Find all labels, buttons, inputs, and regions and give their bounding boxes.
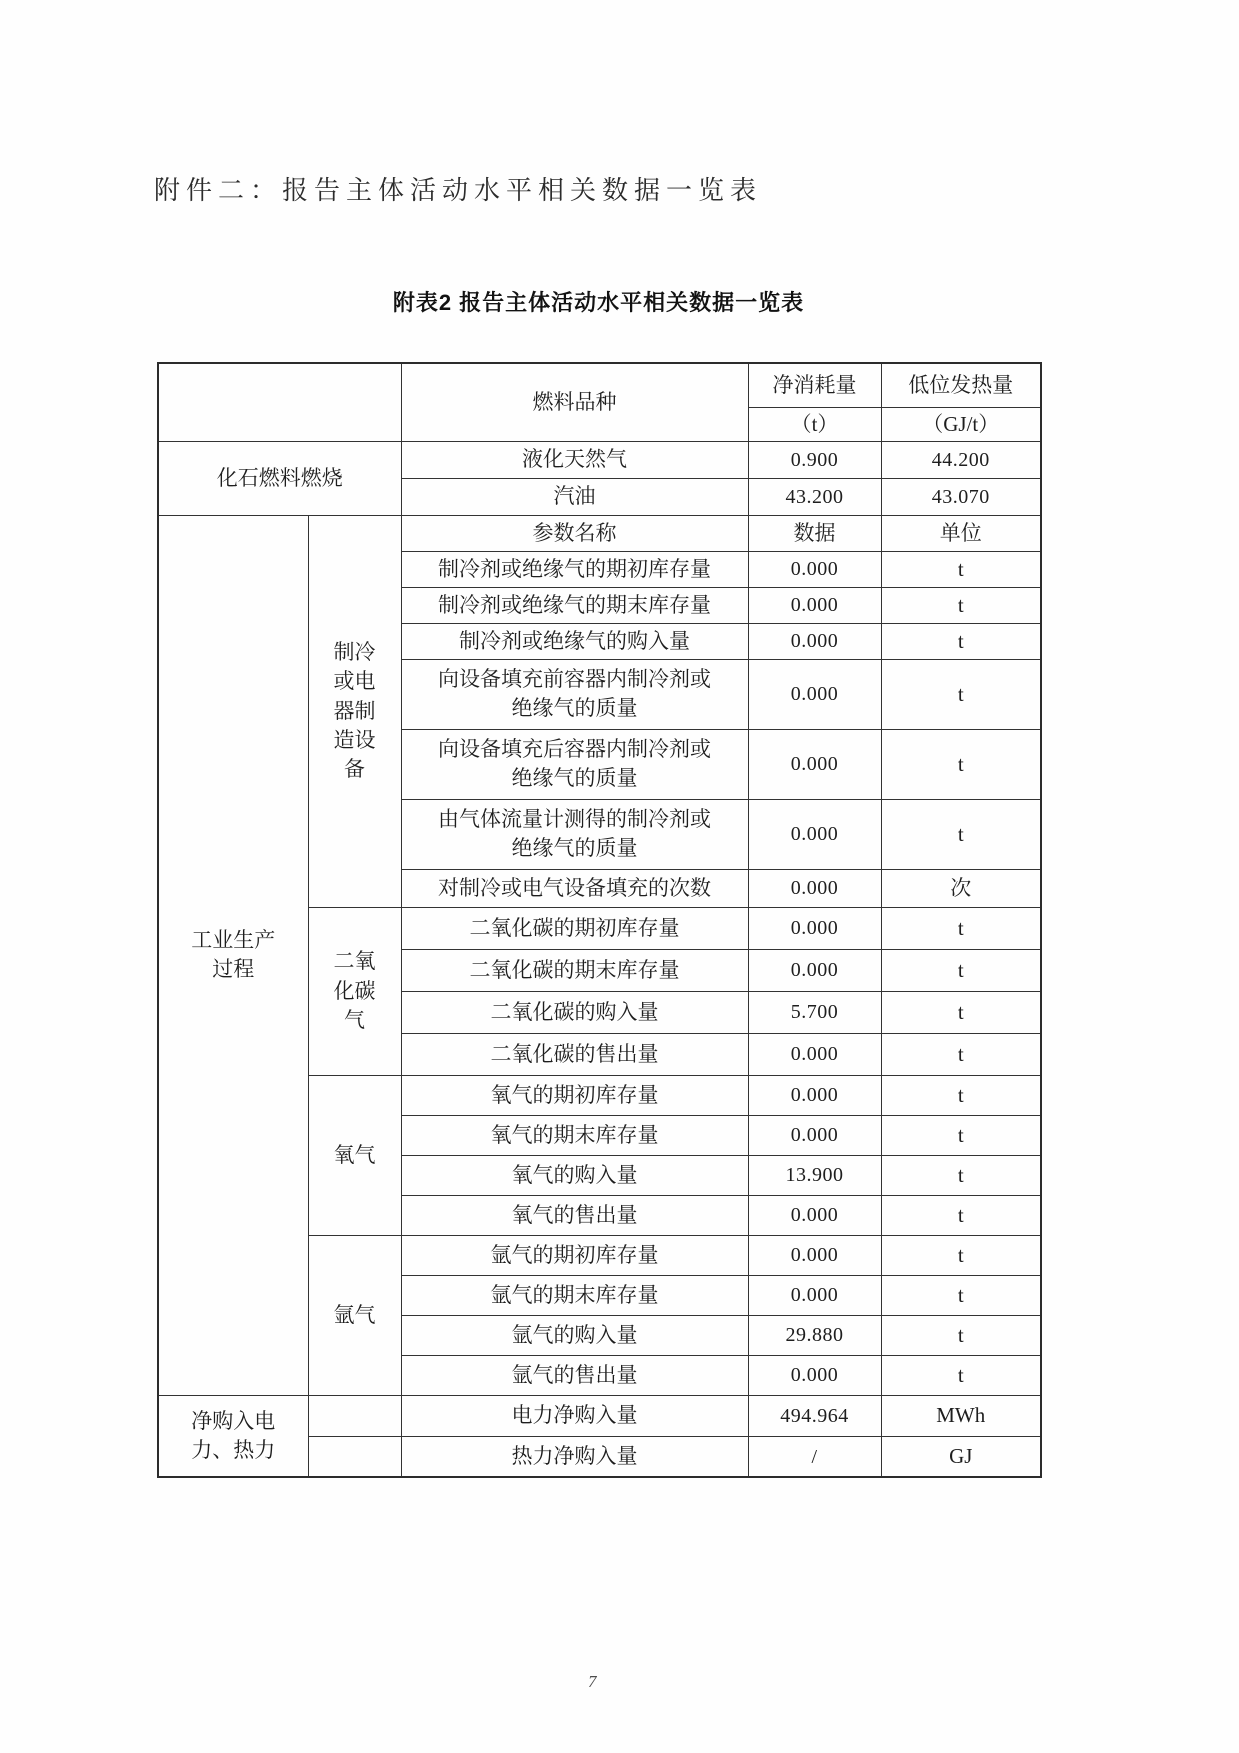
fuel-consumption-cell: 43.200 (748, 478, 881, 515)
header-heating-value-unit: （GJ/t） (881, 407, 1041, 441)
param-unit-cell: t (881, 1355, 1041, 1395)
table-title: 附表2 报告主体活动水平相关数据一览表 (392, 290, 805, 315)
param-name-cell: 氩气的购入量 (401, 1315, 748, 1355)
param-name-cell: 由气体流量计测得的制冷剂或 绝缘气的质量 (401, 799, 748, 869)
param-value-cell: 0.000 (748, 1355, 881, 1395)
param-unit-cell: t (881, 1235, 1041, 1275)
fuel-heating-cell: 44.200 (881, 441, 1041, 478)
param-value-cell: 0.000 (748, 1195, 881, 1235)
fuel-heating-cell: 43.070 (881, 478, 1041, 515)
param-unit-cell: 次 (881, 869, 1041, 907)
param-name-cell: 二氧化碳的期末库存量 (401, 949, 748, 991)
param-name-cell: 向设备填充后容器内制冷剂或 绝缘气的质量 (401, 729, 748, 799)
empty-cell (308, 1395, 401, 1436)
param-unit-cell: t (881, 949, 1041, 991)
param-unit-cell: t (881, 1155, 1041, 1195)
param-name-cell: 氧气的期初库存量 (401, 1075, 748, 1115)
param-name-cell: 制冷剂或绝缘气的期初库存量 (401, 551, 748, 587)
param-unit-cell: t (881, 1195, 1041, 1235)
param-value-cell: 0.000 (748, 869, 881, 907)
attachment-title: 附件二：报告主体活动水平相关数据一览表 (154, 176, 763, 205)
group-oxygen-label: 氧气 (308, 1075, 401, 1235)
param-name-cell: 二氧化碳的购入量 (401, 991, 748, 1033)
param-unit-cell: MWh (881, 1395, 1041, 1436)
param-unit-cell: t (881, 1115, 1041, 1155)
fuel-name-cell: 汽油 (401, 478, 748, 515)
param-value-cell: 0.000 (748, 799, 881, 869)
param-name-cell: 电力净购入量 (401, 1395, 748, 1436)
fuel-consumption-cell: 0.900 (748, 441, 881, 478)
param-value-cell: 0.000 (748, 1075, 881, 1115)
param-unit-cell: t (881, 551, 1041, 587)
param-value-cell: 0.000 (748, 1033, 881, 1075)
group-carbon-dioxide-label: 二氧 化碳 气 (308, 907, 401, 1075)
param-name-cell: 氩气的售出量 (401, 1355, 748, 1395)
param-value-cell: 0.000 (748, 729, 881, 799)
param-unit-cell: t (881, 587, 1041, 623)
param-name-cell: 氩气的期末库存量 (401, 1275, 748, 1315)
subheader-data: 数据 (748, 515, 881, 551)
param-name-cell: 制冷剂或绝缘气的期末库存量 (401, 587, 748, 623)
param-name-cell: 氩气的期初库存量 (401, 1235, 748, 1275)
param-unit-cell: t (881, 729, 1041, 799)
param-name-cell: 热力净购入量 (401, 1436, 748, 1477)
fuel-name-cell: 液化天然气 (401, 441, 748, 478)
param-value-cell: 0.000 (748, 907, 881, 949)
param-name-cell: 制冷剂或绝缘气的购入量 (401, 623, 748, 659)
param-name-cell: 对制冷或电气设备填充的次数 (401, 869, 748, 907)
param-unit-cell: t (881, 1033, 1041, 1075)
subheader-param-name: 参数名称 (401, 515, 748, 551)
param-value-cell: 0.000 (748, 587, 881, 623)
param-name-cell: 氧气的期末库存量 (401, 1115, 748, 1155)
header-net-consumption: 净消耗量 (748, 363, 881, 407)
header-fuel-type: 燃料品种 (401, 363, 748, 441)
param-value-cell: 494.964 (748, 1395, 881, 1436)
param-unit-cell: GJ (881, 1436, 1041, 1477)
param-value-cell: 13.900 (748, 1155, 881, 1195)
subheader-unit: 单位 (881, 515, 1041, 551)
param-value-cell: 0.000 (748, 1235, 881, 1275)
param-unit-cell: t (881, 907, 1041, 949)
group-refrigerant-equipment-label: 制冷 或电 器制 造设 备 (308, 515, 401, 907)
group-argon-label: 氩气 (308, 1235, 401, 1395)
param-value-cell: 29.880 (748, 1315, 881, 1355)
param-value-cell: 0.000 (748, 551, 881, 587)
empty-cell (308, 1436, 401, 1477)
header-net-consumption-unit: （t） (748, 407, 881, 441)
param-name-cell: 二氧化碳的期初库存量 (401, 907, 748, 949)
section-power-heat-label: 净购入电 力、热力 (158, 1395, 308, 1477)
param-value-cell: 0.000 (748, 1115, 881, 1155)
param-unit-cell: t (881, 659, 1041, 729)
param-name-cell: 二氧化碳的售出量 (401, 1033, 748, 1075)
param-unit-cell: t (881, 1315, 1041, 1355)
param-unit-cell: t (881, 799, 1041, 869)
param-value-cell: 0.000 (748, 659, 881, 729)
param-value-cell: 0.000 (748, 949, 881, 991)
param-name-cell: 氧气的售出量 (401, 1195, 748, 1235)
param-value-cell: / (748, 1436, 881, 1477)
param-value-cell: 0.000 (748, 1275, 881, 1315)
param-value-cell: 0.000 (748, 623, 881, 659)
activity-data-table (157, 362, 1042, 1478)
page-number: 7 (588, 1672, 597, 1691)
header-heating-value: 低位发热量 (881, 363, 1041, 407)
param-unit-cell: t (881, 1275, 1041, 1315)
param-name-cell: 氧气的购入量 (401, 1155, 748, 1195)
param-unit-cell: t (881, 623, 1041, 659)
section-industrial-process-label: 工业生产 过程 (158, 515, 308, 1395)
param-unit-cell: t (881, 991, 1041, 1033)
section-fossil-fuel-label: 化石燃料燃烧 (158, 441, 401, 515)
param-name-cell: 向设备填充前容器内制冷剂或 绝缘气的质量 (401, 659, 748, 729)
header-corner-cell (158, 363, 401, 441)
param-unit-cell: t (881, 1075, 1041, 1115)
param-value-cell: 5.700 (748, 991, 881, 1033)
